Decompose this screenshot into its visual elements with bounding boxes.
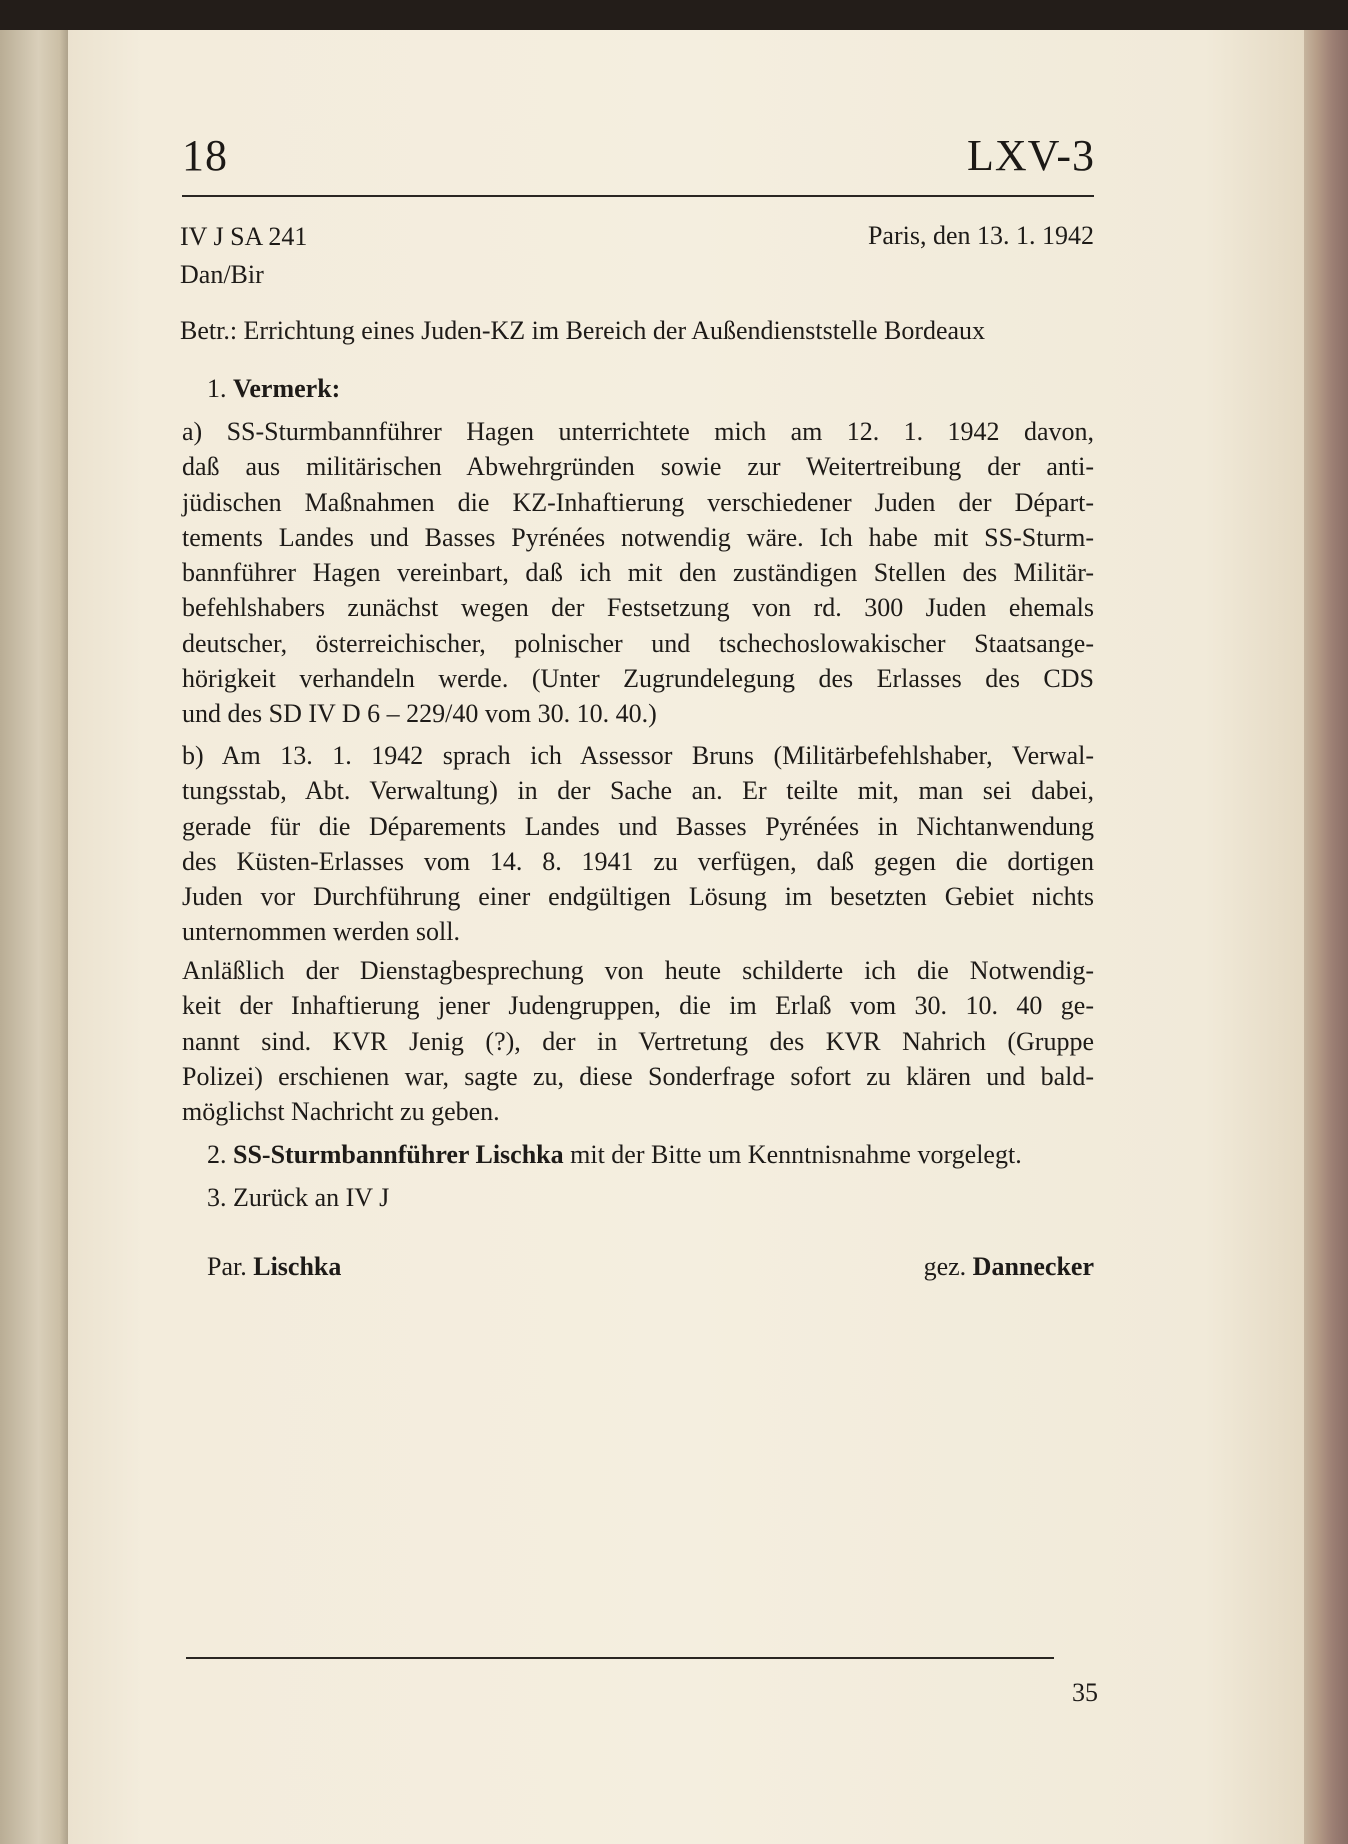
- text-line: befehlshabers zunächst wegen der Festsetzung von rd. 300 Juden ehemals: [182, 593, 1094, 623]
- vermerk-heading: [207, 372, 340, 406]
- item-3: 3. Zurück an IV J: [207, 1183, 390, 1212]
- signature-left-prefix: Par.: [207, 1252, 254, 1281]
- text-line: nannt sind. KVR Jenig (?), der in Vertretung des KVR Nahrich (Gruppe: [182, 1026, 1094, 1056]
- paragraph-a: [182, 414, 1094, 732]
- header-rule: [182, 195, 1094, 197]
- text-line: und des SD IV D 6 – 229/40 vom 30. 10. 40.): [182, 699, 657, 729]
- text-line: b) Am 13. 1. 1942 sprach ich Assessor Bruns (Militärbefehlshaber, Verwal-: [182, 741, 1094, 770]
- author-initials: Dan/Bir: [180, 260, 264, 289]
- paragraph-b: [182, 738, 1094, 950]
- place-date: Paris, den 13. 1. 1942: [867, 221, 1094, 250]
- signature-right-name: Dannecker: [972, 1252, 1094, 1281]
- text-line: a) SS-Sturmbannführer Hagen unterrichtete mich am 12. 1. 1942 davon,: [182, 417, 1094, 446]
- text-line: möglichst Nachricht zu geben.: [182, 1097, 500, 1127]
- text-line: des Küsten-Erlasses vom 14. 8. 1941 zu verfügen, daß gegen die dortigen: [182, 846, 1094, 876]
- text-line: deutscher, österreichischer, polnischer und tschechoslowakischer Staatsange-: [182, 628, 1094, 658]
- signature-left: [207, 1250, 341, 1284]
- book-gutter: [0, 30, 70, 1844]
- text-line: jüdischen Maßnahmen die KZ-Inhaftierung verschiedener Juden der Départ-: [182, 487, 1094, 517]
- text-line: gerade für die Déparements Landes und Basses Pyrénées in Nichtanwendung: [182, 811, 1094, 841]
- item-2-recipient: SS-Sturmbannführer Lischka: [233, 1140, 564, 1169]
- text-line: keit der Inhaftierung jener Judengruppen, die im Erlaß vom 30. 10. 40 ge-: [182, 991, 1094, 1021]
- text-line: tements Landes und Basses Pyrénées notwendig wäre. Ich habe mit SS-Sturm-: [182, 522, 1094, 552]
- reference-number: IV J SA 241: [180, 222, 308, 251]
- footer-rule: [186, 1657, 1054, 1659]
- subject-line: Betr.: Errichtung eines Juden-KZ im Bereich der Außendienststelle Bordeaux: [180, 316, 986, 345]
- vermerk-number: 1.: [207, 374, 227, 403]
- item-2: [207, 1138, 1022, 1172]
- text-line: tungsstab, Abt. Verwaltung) in der Sache an. Er teilte mit, man sei dabei,: [182, 776, 1094, 806]
- text-line: hörigkeit verhandeln werde. (Unter Zugrundelegung des Erlasses des CDS: [182, 664, 1094, 694]
- text-line: Juden vor Durchführung einer endgültigen Lösung im besetzten Gebiet nichts: [182, 882, 1094, 912]
- paragraph-c: [182, 953, 1094, 1129]
- vermerk-label: Vermerk:: [233, 374, 341, 403]
- document-code: LXV-3: [966, 131, 1095, 180]
- text-line: unternommen werden soll.: [182, 917, 460, 947]
- text-line: daß aus militärischen Abwehrgründen sowie zur Weitertreibung der anti-: [182, 452, 1094, 482]
- text-line: Anläßlich der Dienstagbesprechung von heute schilderte ich die Notwendig-: [182, 956, 1094, 985]
- signature-right-prefix: gez.: [923, 1252, 973, 1281]
- signature-left-name: Lischka: [253, 1252, 342, 1281]
- text-line: bannführer Hagen vereinbart, daß ich mit den zuständigen Stellen des Militär-: [182, 558, 1094, 588]
- page-header-number: 18: [182, 131, 228, 180]
- signature-right: [820, 1250, 1094, 1284]
- item-2-text: mit der Bitte um Kenntnisnahme vorgelegt.: [563, 1140, 1022, 1169]
- text-line: Polizei) erschienen war, sagte zu, diese Sonderfrage sofort zu klären und bald-: [182, 1061, 1094, 1091]
- footer-page-number: 35: [1072, 1678, 1098, 1707]
- item-2-number: 2.: [207, 1140, 227, 1169]
